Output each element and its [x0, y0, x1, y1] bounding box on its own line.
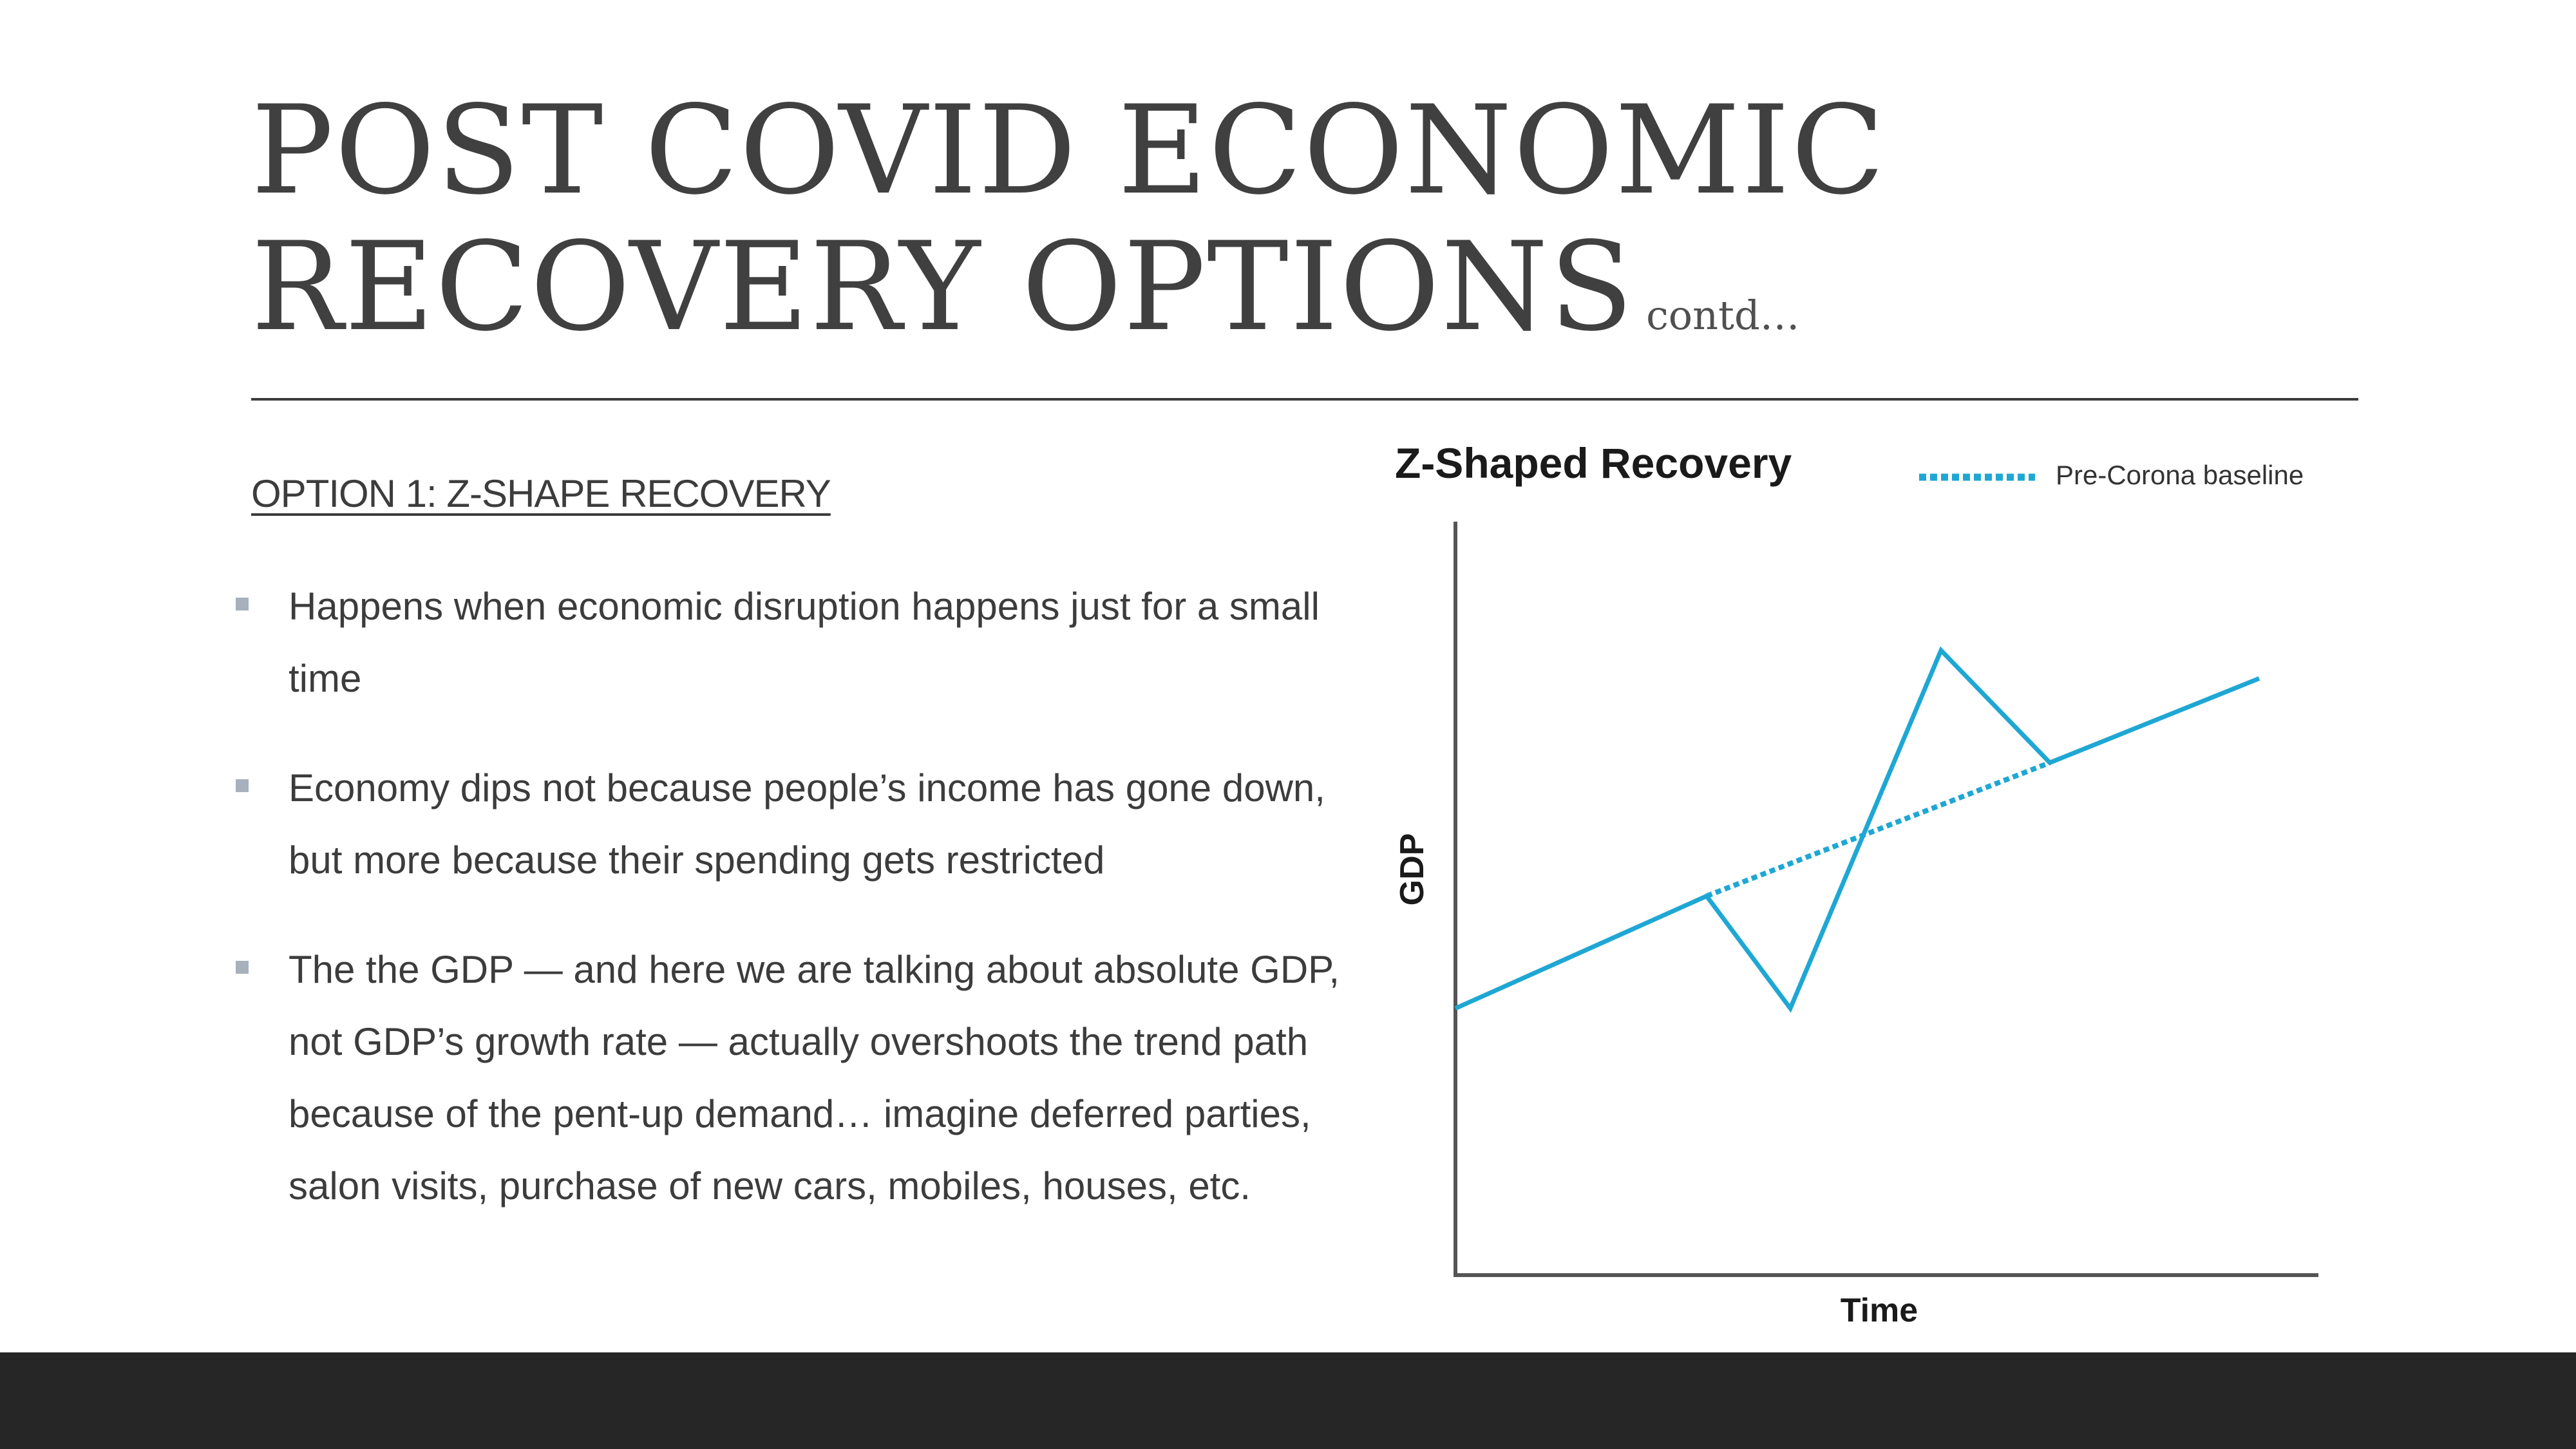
footer-bar — [0, 1352, 2576, 1449]
title-divider — [251, 398, 2358, 401]
option-subheading: OPTION 1: Z-SHAPE RECOVERY — [251, 472, 831, 515]
slide-title — [251, 79, 2376, 384]
z-shaped-recovery-chart — [1378, 438, 2357, 1346]
bullet-text: Happens when economic disruption happens just for a small time — [289, 585, 1320, 700]
title-line-1: POST COVID ECONOMIC — [251, 79, 1886, 222]
bullet-item — [232, 571, 1365, 715]
gdp-series-line — [1455, 650, 2259, 1009]
title-line-2-text: RECOVERY OPTIONS — [251, 216, 1635, 358]
bullet-text: The the GDP — and here we are talking about absolute GDP, not GDP’s growth rate — actually overshoots the trend path because of the pent-up demand… imagine deferred parties, salon visits, purchase of new cars, mobiles, houses, etc. — [289, 948, 1340, 1208]
x-axis-label: Time — [1840, 1292, 1918, 1329]
y-axis-label: GDP — [1394, 833, 1431, 906]
bullet-item — [232, 934, 1365, 1222]
baseline-series-line — [1707, 762, 2050, 896]
title-suffix: contd… — [1646, 292, 1800, 339]
chart-title: Z-Shaped Recovery — [1395, 439, 1792, 487]
plot-area — [1455, 650, 2259, 1009]
square-bullet-icon — [236, 598, 249, 611]
title-line-2 — [251, 216, 2376, 384]
bullet-text: Economy dips not because people’s income has gone down, but more because their spending gets restricted — [289, 766, 1325, 882]
square-bullet-icon — [236, 779, 249, 792]
square-bullet-icon — [236, 961, 249, 974]
legend-baseline-label: Pre-Corona baseline — [2056, 460, 2304, 490]
bullet-list — [232, 571, 1365, 1260]
bullet-item — [232, 752, 1365, 896]
